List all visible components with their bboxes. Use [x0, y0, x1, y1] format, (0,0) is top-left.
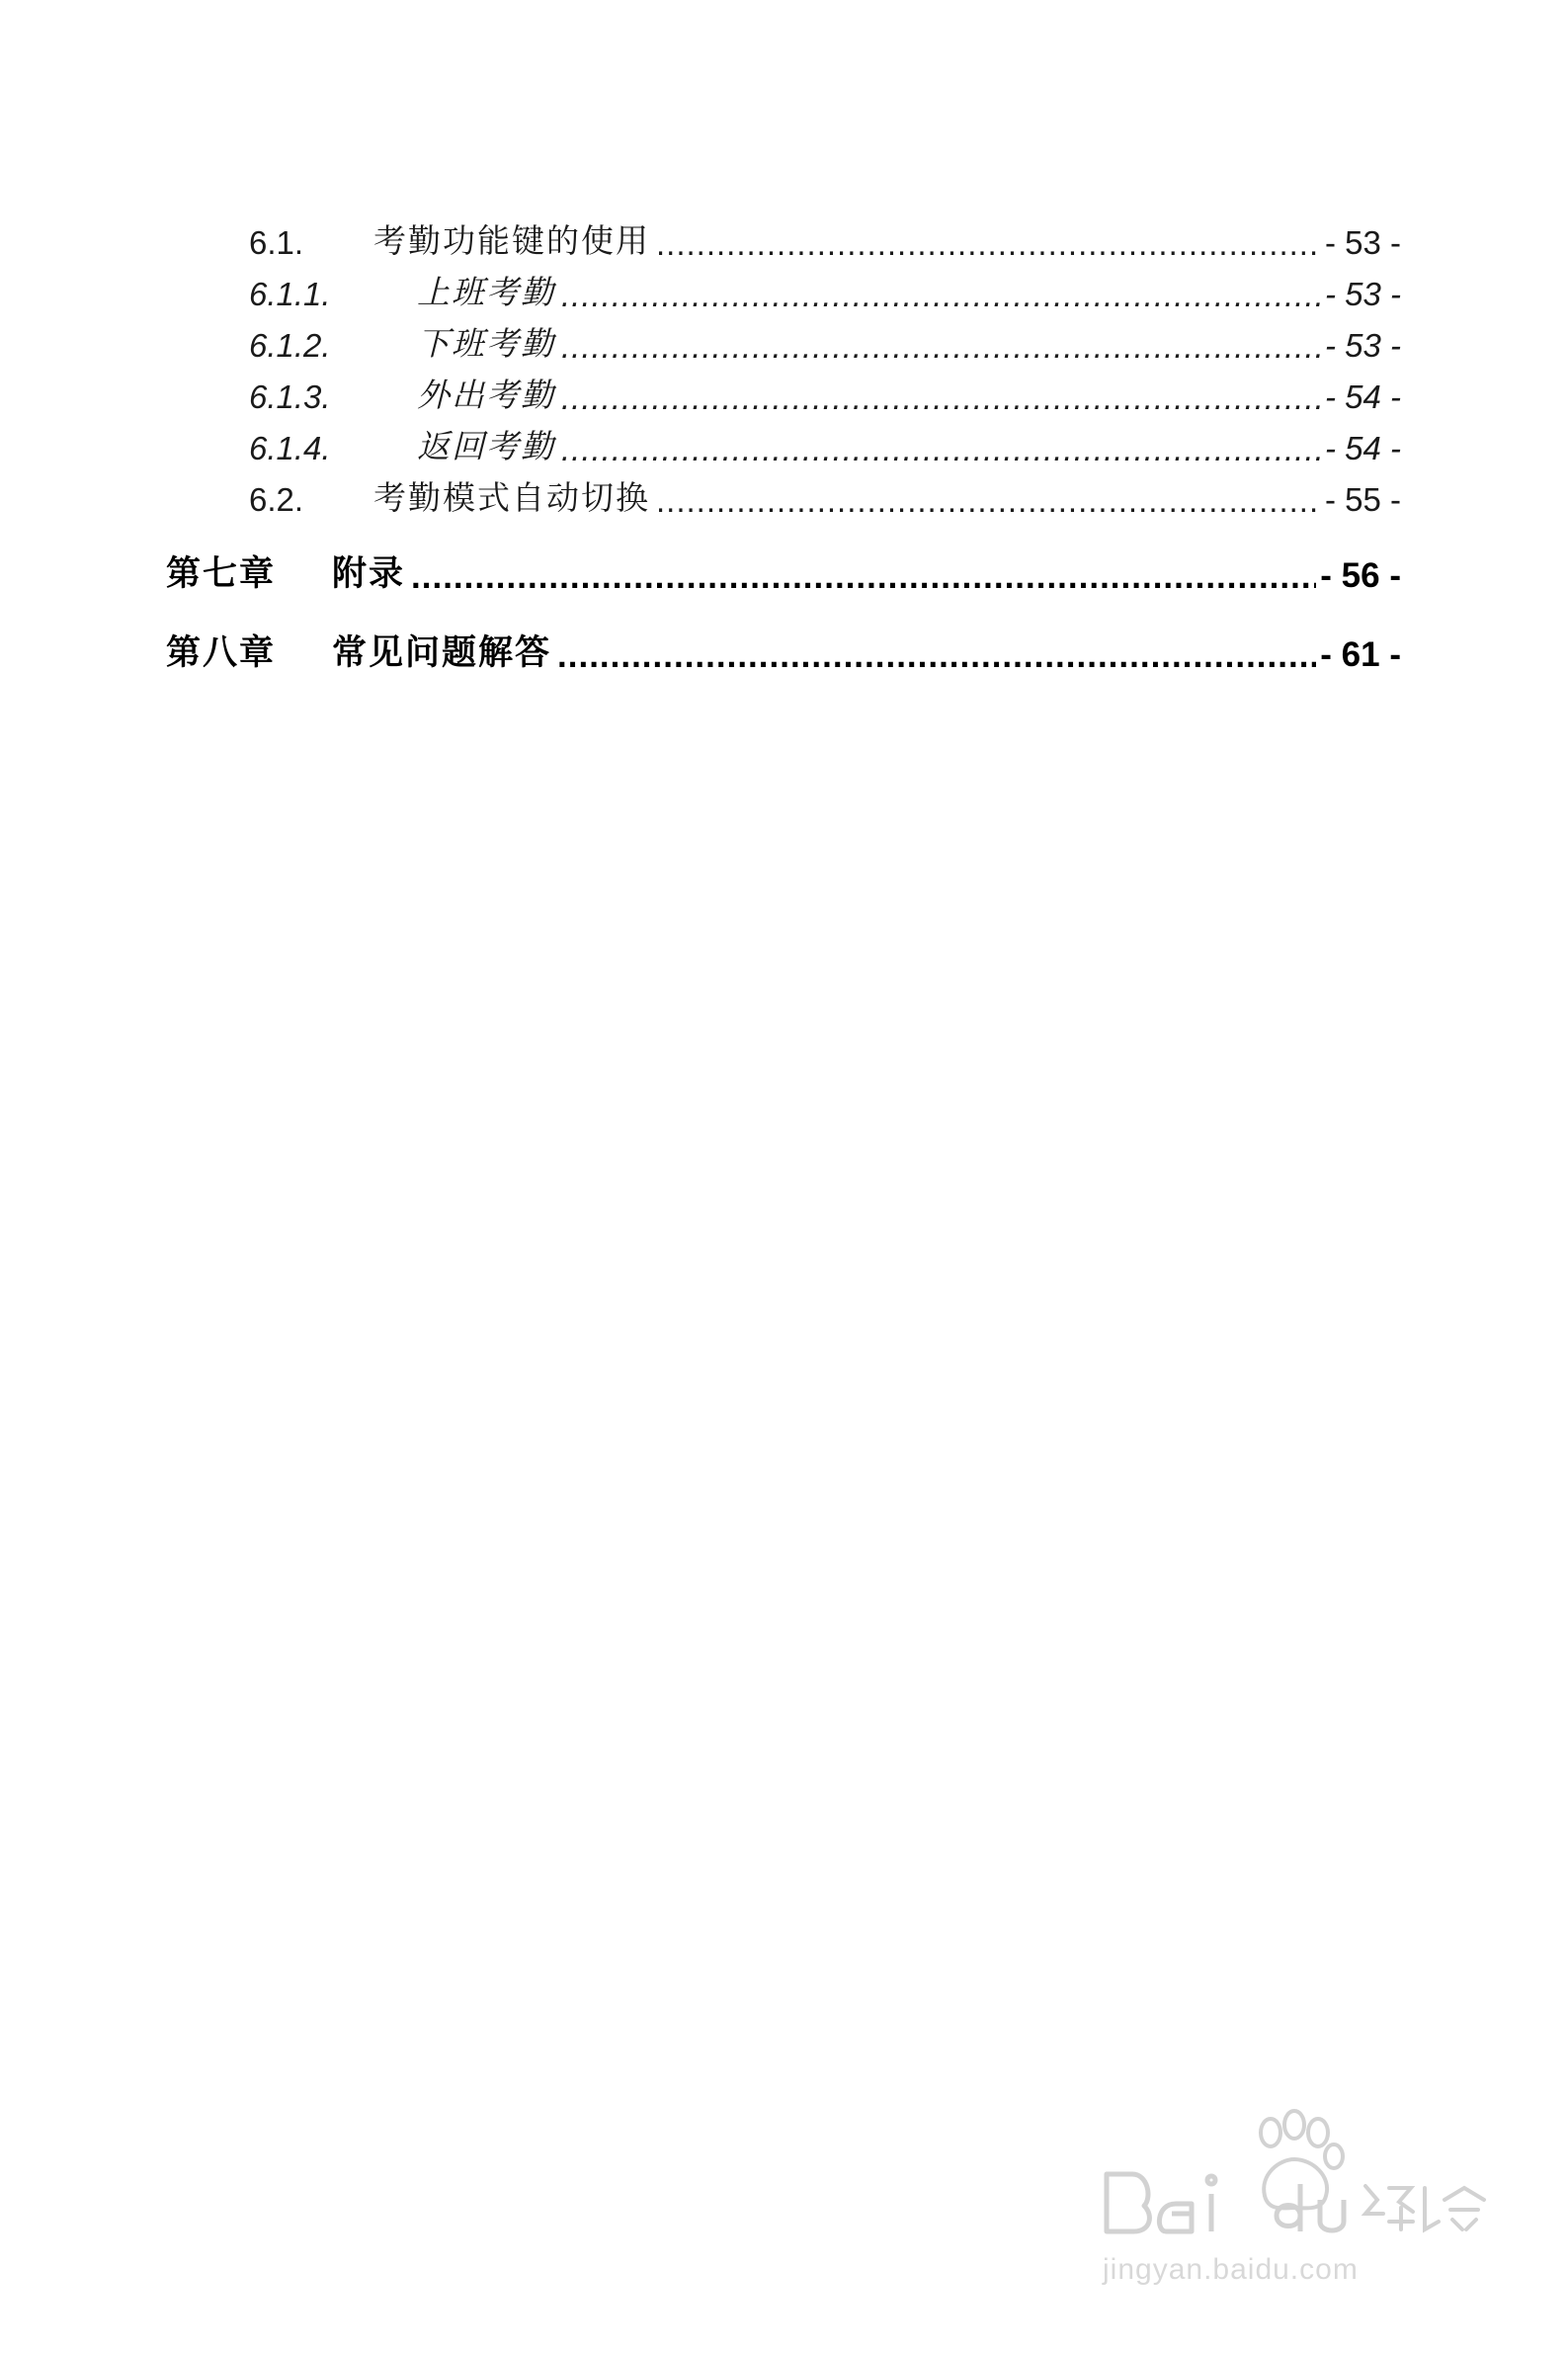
toc-entry-title: 下班考勤 — [417, 324, 555, 363]
toc-entry-number: 6.1.3. — [249, 378, 331, 415]
toc-entry-6-2[interactable] — [166, 469, 1401, 519]
toc-dot-leader — [561, 381, 1321, 414]
toc-dot-leader — [557, 638, 1316, 673]
baidu-jingyan-watermark — [1097, 2105, 1492, 2303]
toc-entry-number: 6.1.4. — [249, 430, 331, 466]
toc-entry-title: 外出考勤 — [417, 376, 555, 414]
toc-entry-title: 上班考勤 — [417, 273, 555, 311]
toc-entry-title: 返回考勤 — [417, 427, 555, 465]
toc-entry-6-1-3[interactable] — [166, 367, 1401, 416]
toc-entry-title: 考勤模式自动切换 — [373, 478, 650, 517]
toc-entry-page: - 53 - — [1324, 224, 1401, 261]
toc-dot-leader — [561, 279, 1321, 311]
watermark-url: jingyan.baidu.com — [1103, 2253, 1359, 2286]
toc-entry-page: - 53 - — [1324, 276, 1401, 312]
toc-entry-page: - 56 - — [1320, 556, 1401, 595]
baidu-logo-icon — [1097, 2105, 1492, 2253]
toc-entry-6-1-1[interactable] — [166, 264, 1401, 313]
toc-entry-6-1-4[interactable] — [166, 418, 1401, 467]
toc-entry-page: - 53 - — [1324, 327, 1401, 364]
toc-dot-leader — [656, 227, 1321, 260]
toc-entry-page: - 61 - — [1320, 635, 1401, 674]
toc-entry-title: 考勤功能键的使用 — [373, 221, 650, 260]
toc-entry-number: 6.1.2. — [249, 327, 331, 364]
toc-entry-page: - 54 - — [1324, 378, 1401, 415]
toc-entry-number: 6.1.1. — [249, 276, 331, 312]
toc-entry-page: - 55 - — [1324, 481, 1401, 518]
toc-entry-page: - 54 - — [1324, 430, 1401, 466]
toc-chapter-number: 第七章 — [166, 554, 277, 594]
toc-dot-leader — [411, 559, 1316, 594]
toc-entry-6-1-2[interactable] — [166, 315, 1401, 365]
toc-entry-chapter-7[interactable] — [166, 546, 1401, 596]
toc-entry-number: 6.2. — [249, 481, 304, 518]
toc-dot-leader — [656, 484, 1321, 517]
toc-dot-leader — [561, 330, 1321, 363]
toc-entry-6-1[interactable] — [166, 212, 1401, 262]
toc-chapter-number: 第八章 — [166, 633, 277, 673]
toc-dot-leader — [561, 433, 1321, 465]
toc-entry-chapter-8[interactable] — [166, 626, 1401, 675]
toc-entry-title: 常见问题解答 — [332, 633, 552, 673]
toc-entry-title: 附录 — [332, 554, 406, 594]
toc-entry-number: 6.1. — [249, 224, 304, 261]
